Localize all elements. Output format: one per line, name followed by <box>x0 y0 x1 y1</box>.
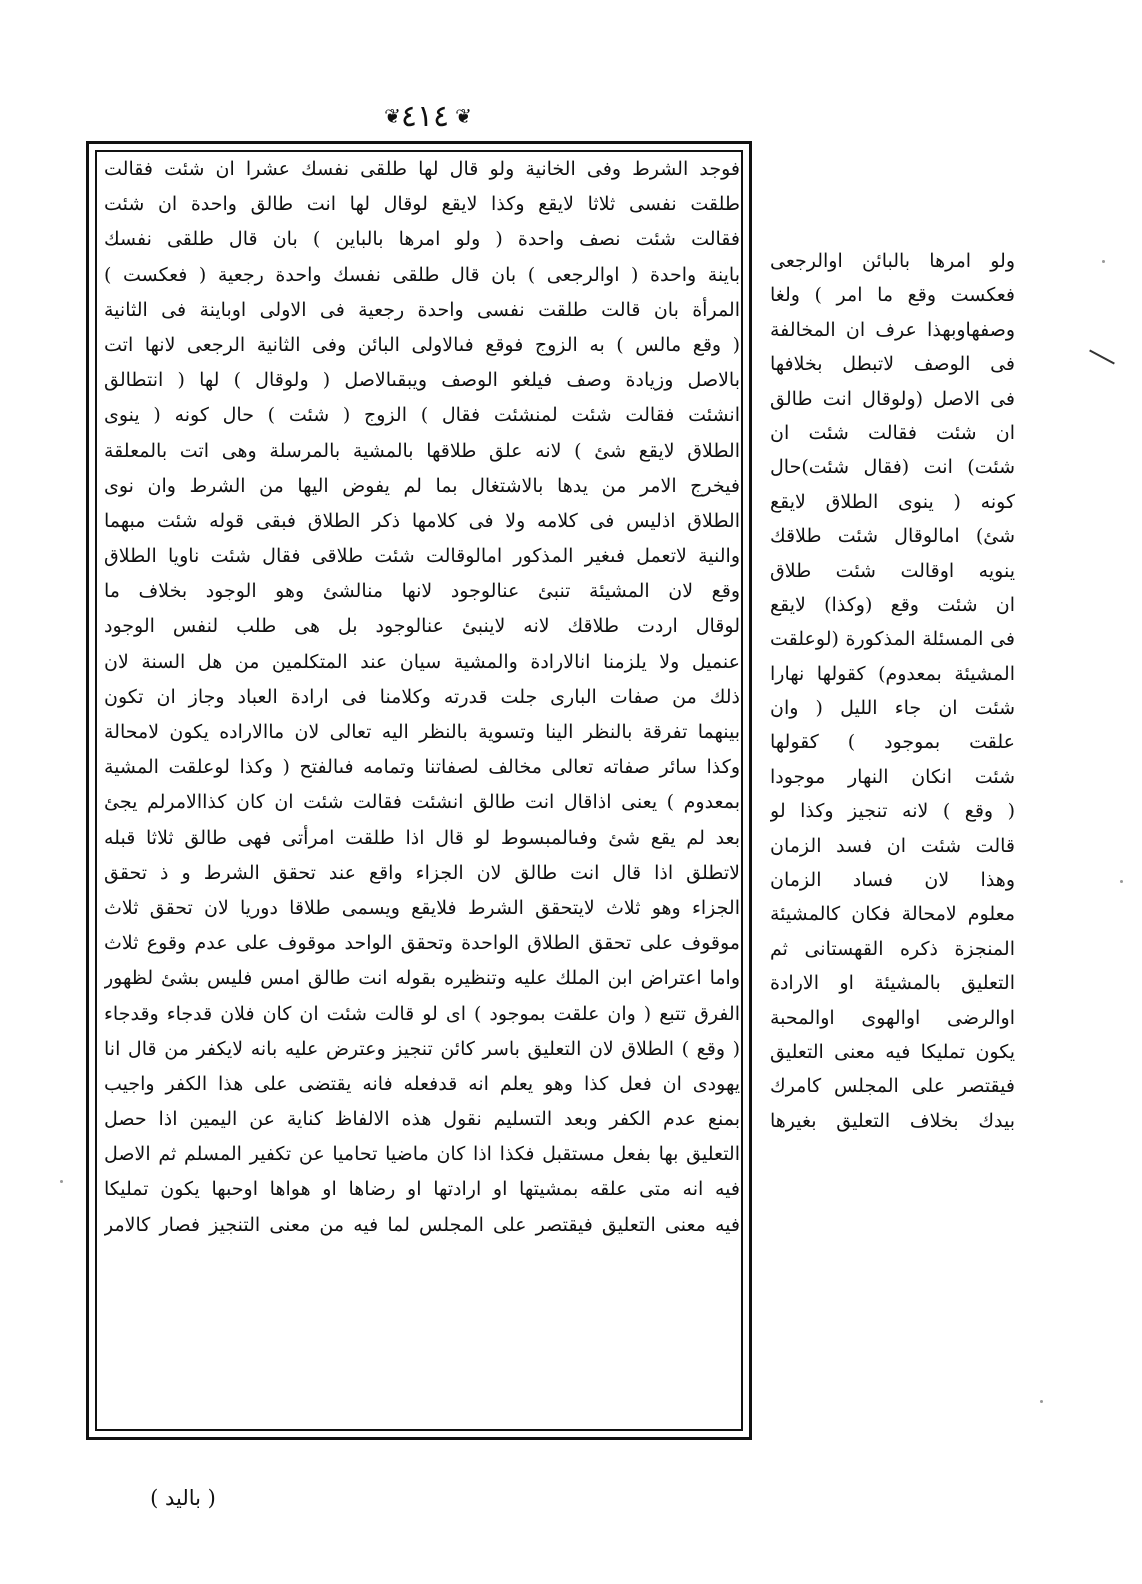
main-text-line: المرأة بان قالت طلقت نفسى واحدة رجعية فى الاولى اوباينة فى الثانية <box>104 298 740 321</box>
margin-text-line: اوالرضى اوالهوى اوالمحبة <box>770 1006 1015 1029</box>
main-text-line: موقوف على تحقق الطلاق الواحدة وتحقق الواحد موقوف على عدم وقوع ثلاث <box>104 932 740 955</box>
margin-text-line: بيدك بخلاف التعليق بغيرها <box>770 1109 1015 1132</box>
main-text-line: بالاصل وزيادة وصف فيلغو الوصف ويبقىالاصل ( ولوقال ) لها ( انتطالق <box>104 369 740 392</box>
main-text-line: واما اعتراض ابن الملك عليه وتنظيره بقوله انت طالق امس فليس بشئ لظهور <box>104 967 740 990</box>
margin-text-line: فيقتصر على المجلس كامرك <box>770 1075 1015 1098</box>
margin-text-line: يكون تمليكا فيه معنى التعليق <box>770 1040 1015 1063</box>
margin-text-line: شئت ان جاء الليل ( وان <box>770 697 1015 720</box>
margin-text-line: فى الاصل (ولوقال انت طالق <box>770 387 1015 410</box>
main-text-line: لاتطلق اذا قال انت طالق لان الجزاء واقع عند تحقق الشرط و ذ تحقق <box>104 861 740 884</box>
margin-text-line: معلوم لامحالة فكان كالمشيئة <box>770 903 1015 926</box>
main-text-line: التعليق بها بفعل مستقبل فكذا اذا كان ماضيا تحاميا عن تكفير المسلم ثم الاصل <box>104 1143 740 1166</box>
main-text-line: طلقت نفسى ثلاثا لايقع وكذا لايقع لوقال لها انت طالق واحدة ان شئت <box>104 193 740 216</box>
main-text-line: فيه انه متى علقه بمشيتها او ارادتها او رضاها او هواها اوحبها يكون تمليكا <box>104 1178 740 1201</box>
main-text-line: بعد لم يقع شئ وفىالمبسوط لو قال اذا طلقت امرأتى فهى طالق ثلاثا قبله <box>104 826 740 849</box>
main-text-line: فيه معنى التعليق فيقتصر على المجلس لما فيه من معنى التنجيز فصار كالامر <box>104 1213 740 1236</box>
main-text-line: بمنع عدم الكفر وبعد التسليم نقول هذه الالفاظ كناية عن اليمين اذا حصل <box>104 1108 740 1131</box>
main-text-line: والنية لاتعمل فىغير المذكور امالوقالت شئت طلاقى فقال شئت ناويا الطلاق <box>104 545 740 568</box>
main-text-line: يهودى ان فعل كذا وهو يعلم انه قدفعله فانه يقتضى على هذا الكفر واجيب <box>104 1072 740 1095</box>
main-text-block <box>104 152 740 1432</box>
main-text-line: لوقال اردت طلاقك لانه لاينبئ عنالوجود بل هى طلب لنفس الوجود <box>104 615 740 638</box>
margin-text-line: كونه ( ينوى الطلاق لايقع <box>770 490 1015 513</box>
main-text-line: انشئت فقالت شئت لمنشئت فقال ) الزوج ( شئت ) حال كونه ( ينوى <box>104 404 740 427</box>
main-text-line: وقع لان المشيئة تنبئ عنالوجود لانها منالشئ وهو الوجود بخلاف ما <box>104 580 740 603</box>
margin-text-line: ان شئت فقالت شئت ان <box>770 421 1015 444</box>
speck <box>1102 260 1105 263</box>
main-text-line: الطلاق اذليس فى كلامه ولا فى كلامها ذكر الطلاق فبقى قوله شئت مبهما <box>104 509 740 532</box>
main-text-line: باينة واحدة ( اوالرجعى ) بان قال طلقى نفسك واحدة رجعية ( فعكست ) <box>104 263 740 286</box>
margin-text-line: قالت شئت ان فسد الزمان <box>770 834 1015 857</box>
speck <box>1040 1400 1043 1403</box>
margin-text-line: ان شئت وقع (وكذا) لايقع <box>770 593 1015 616</box>
margin-text-line: التعليق بالمشيئة او الارادة <box>770 972 1015 995</box>
margin-commentary-block <box>770 244 1015 1584</box>
page-number-text: ٤١٤ <box>400 98 450 134</box>
margin-text-line: شئت انكان النهار موجودا <box>770 765 1015 788</box>
main-text-line: فوجد الشرط وفى الخانية ولو قال لها طلقى نفسك عشرا ان شئت فقالت <box>104 158 740 180</box>
margin-text-line: وهذا لان فساد الزمان <box>770 869 1015 892</box>
margin-text-line: ( وقع ) لانه تنجيز وكذا لو <box>770 800 1015 823</box>
main-text-line: عنميل ولا يلزمنا انالارادة والمشية سيان عند المتكلمين من هل السنة لان <box>104 650 740 673</box>
main-text-line: الفرق تتبع ( وان علقت بموجود ) اى لو قالت شئت ان كان فلان قدجاء وقدجاء <box>104 1002 740 1025</box>
main-text-line: الطلاق لايقع شئ ) لانه علق طلاقها بالمشية بالمرسلة وهى اتت بالمعلقة <box>104 439 740 462</box>
ornament-right-icon: ❦ <box>455 104 466 128</box>
catchword: ( باليد ) <box>150 1486 216 1510</box>
speck <box>1120 880 1123 883</box>
margin-text-line: ينويه اوقالت شئت طلاق <box>770 559 1015 582</box>
main-text-line: الجزاء وهو ثلاث لايتحقق الشرط فلايقع ويسمى طلاقا دوريا لان تحقق ثلاث <box>104 896 740 919</box>
margin-text-line: فعكست وقع ما امر ) ولغا <box>770 284 1015 307</box>
margin-text-line: المنجزة ذكره القهستانى ثم <box>770 937 1015 960</box>
margin-text-line: وصفهاوبهذا عرف ان المخالفة <box>770 318 1015 341</box>
main-text-line: بمعدوم ) يعنى اذاقال انت طالق انشئت فقالت شئت ان كان كذاالامرلم يجئ <box>104 791 740 814</box>
margin-text-line: المشيئة بمعدوم) كقولها نهارا <box>770 662 1015 685</box>
margin-text-line: فى المسئلة المذكورة (لوعلقت <box>770 628 1015 651</box>
margin-text-line: ولو امرها بالبائن اوالرجعى <box>770 250 1015 272</box>
margin-text-line: شئت) انت (فقال شئت)حال <box>770 456 1015 479</box>
main-text-line: فيخرج الامر من يدها بالاشتغال بما لم يفوض اليها من الشرط وان نوى <box>104 474 740 497</box>
margin-text-line: فى الوصف لاتبطل بخلافها <box>770 353 1015 376</box>
margin-text-line: شئ) امالوقال شئت طلاقك <box>770 525 1015 548</box>
main-text-line: ( وقع مالس ) به الزوج فوقع فىالاولى البائن وفى الثانية الرجعى لانها اتت <box>104 333 740 356</box>
main-text-line: وكذا سائر صفاته تعالى مخالف لصفاتنا وتمامه فىالفتح ( وكذا لوعلقت المشية <box>104 756 740 779</box>
speck <box>60 1180 63 1183</box>
main-text-line: ( وقع ) الطلاق لان التعليق باسر كائن تنجيز وعترض عليه بانه لايكفر من قال انا <box>104 1037 740 1060</box>
ornament-left-icon: ❦ <box>384 104 395 128</box>
main-text-line: فقالت شئت نصف واحدة ( ولو امرها بالباين ) بان قال طلقى نفسك <box>104 228 740 251</box>
main-text-line: بينهما تفرقة بالنظر الينا وتسوية بالنظر اليه تعالى لان ماالاراده يكون لامحالة <box>104 721 740 743</box>
margin-text-line: علقت بموجود ) كقولها <box>770 731 1015 754</box>
page-number <box>360 96 490 136</box>
main-text-line: ذلك من صفات البارى جلت قدرته وكلامنا فى ارادة العباد وجاز ان تكون <box>104 685 740 708</box>
margin-stray-mark <box>1089 350 1115 365</box>
